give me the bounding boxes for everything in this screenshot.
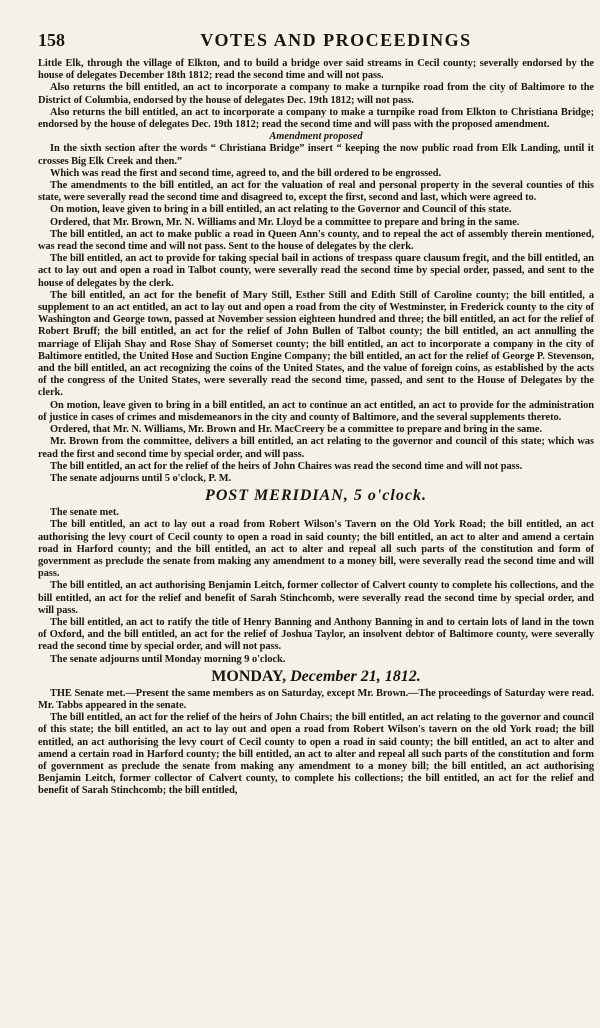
running-head: VOTES AND PROCEEDINGS — [200, 30, 472, 50]
paragraph: On motion, leave given to bring in a bill entitled, an act to continue an act entitled, an act to provide for the administration of justice in cases of crimes and misdemeanors in the city and county of Baltimore, and the several supplements thereto. — [38, 399, 594, 423]
paragraph: The senate met. — [50, 507, 119, 519]
amendment-label: Amendment proposed — [269, 131, 363, 143]
paragraph: The bill entitled, an act to lay out a road from Robert Wilson's Tavern on the Old York Road; the bill entitled, an act authorising the levy court of Cecil county to open a road in said county; the bill entitled, an act to alter and amend a certain road in Harford county; and the bill entitled, an act to alter and repeal all such parts of the constitution and form of government as preclude the senate from making any amendment to a money bill, were severally read the second time and will pass. — [38, 519, 594, 580]
paragraph: Also returns the bill entitled, an act to incorporate a company to make a turnpike road from Elkton to Christiana Bridge; endorsed by the house of delegates Dec. 19th 1812; read the second time and will pass with the proposed amendment. — [38, 106, 594, 131]
paragraph: The bill entitled, an act to provide for taking special bail in actions of trespass quare clausum fregit, and the bill entitled, an act to lay out and open a road in Talbot county, were severally read the second time by special order, passed, and sent to the house of delegates by the clerk. — [38, 253, 594, 289]
paragraph: Ordered, that Mr. Brown, Mr. N. Williams and Mr. Lloyd be a committee to prepare and bring in the same. — [50, 216, 520, 228]
page-number: 158 — [38, 30, 65, 50]
paragraph: The bill entitled, an act authorising Benjamin Leitch, former collector of Calvert county to complete his collections, and the bill entitled, an act for the relief and benefit of Sarah Stinchcomb, were severally read the second time by special order, and will pass. — [38, 580, 594, 616]
post-meridian-heading: POST MERIDIAN, 5 o'clock. — [205, 487, 427, 505]
paragraph: THE Senate met.—Present the same members as on Saturday, except Mr. Brown.—The proceedings of Saturday were read. Mr. Tabbs appeared in the senate. — [38, 687, 594, 711]
paragraph: On motion, leave given to bring in a bill entitled, an act relating to the Governor and Council of this state. — [50, 204, 512, 216]
page-body — [38, 58, 594, 798]
paragraph: The bill entitled, an act to ratify the title of Henry Banning and Anthony Banning in and to certain lots of land in the town of Oxford, and the bill entitled, an act for the relief of Joshua Taylor, an insolvent debtor of Baltimore county, were severally read the second time by special order, and will not pass. — [38, 616, 594, 653]
page-header — [38, 30, 594, 52]
paragraph: Which was read the first and second time, agreed to, and the bill ordered to be engrossed. — [50, 167, 442, 179]
paragraph: In the sixth section after the words “ Christiana Bridge” insert “ keeping the now public road from Elk Landing, until it crosses Big Elk Creek and then.” — [38, 143, 594, 167]
date-heading-date: December 21, 1812. — [290, 667, 421, 685]
paragraph: The bill entitled, an act for the benefit of Mary Still, Esther Still and Edith Still of Caroline county; the bill entitled, a supplement to an act entitled, an act to lay out and open a road from the city of Westminster, in Frederick county to the city of Washington and George town, passed at November session eighteen hundred and three; the bill entitled, an act for the relief of Robert Bruff; the bill entitled, an act for the relief of John Bullen of Talbot county; the bill entitled, an act annulling the marriage of Elijah Shay and Rose Shay of Somerset county; the bill entitled, an act to incorporate a company in the city of Baltimore entitled, the United Hose and Suction Engine Company; the bill entitled, an act for the relief of George P. Stevenson, and the bill entitled, an act recognizing the coins of the United States, and the value of foreign coins, as established by the acts of the congress of the United States, were severally read the second time, passed, and sent to the House of Delegates by the clerk. — [38, 289, 594, 399]
paragraph: The senate adjourns until Monday morning 9 o'clock. — [50, 653, 286, 665]
date-heading — [38, 667, 594, 687]
paragraph: Also returns the bill entitled, an act to incorporate a company to make a turnpike road from the city of Baltimore to the District of Columbia, endorsed by the house of delegates Dec. 19th 1812; will not pass. — [38, 82, 594, 106]
date-heading-day: MONDAY, — [211, 667, 287, 685]
paragraph: Mr. Brown from the committee, delivers a bill entitled, an act relating to the governor and council of this state; which was read the first and second time by special order, and will pass. — [38, 436, 594, 460]
paragraph: Little Elk, through the village of Elkton, and to build a bridge over said streams in Cecil county; severally endorsed by the house of delegates December 18th 1812; read the second time and will not pass. — [38, 58, 594, 82]
paragraph: The bill entitled, an act to make public a road in Queen Ann's county, and to repeal the act of assembly therein mentioned, was read the second time and will not pass. Sent to the house of delegates by the clerk. — [38, 228, 594, 253]
paragraph: Ordered, that Mr. N. Williams, Mr. Brown and Hr. MacCreery be a committee to prepare and bring in the same. — [50, 424, 543, 436]
paragraph: The senate adjourns until 5 o'clock, P. M. — [50, 472, 232, 484]
paragraph: The bill entitled, an act for the relief of the heirs of John Chaires was read the second time and will not pass. — [50, 460, 523, 472]
paragraph: The amendments to the bill entitled, an act for the valuation of real and personal property in the several counties of this state, were severally read the second time and disagreed to, except the first, second and last, which were agreed to. — [38, 180, 594, 204]
paragraph: The bill entitled, an act for the relief of the heirs of John Chairs; the bill entitled, an act relating to the governor and council of this state; the bill entitled, an act to lay out and open a road from Robert Wilson's tavern on the old York road; the bill entitled, an act authorising the levy court of Cecil county to open a road in said county; the bill entitled, an act to alter and amend a certain road in Harford county; the bill entitled, an act to alter and repeal all such parts of the constitution and form of government as preclude the senate from making any amendment to a money bill; the bill entitled, an act authorising Benjamin Leitch, former collector of Calvert county, to complete his collections; the bill entitled, an act for the relief and benefit of Sarah Stinchcomb; the bill entitled, — [38, 712, 594, 797]
